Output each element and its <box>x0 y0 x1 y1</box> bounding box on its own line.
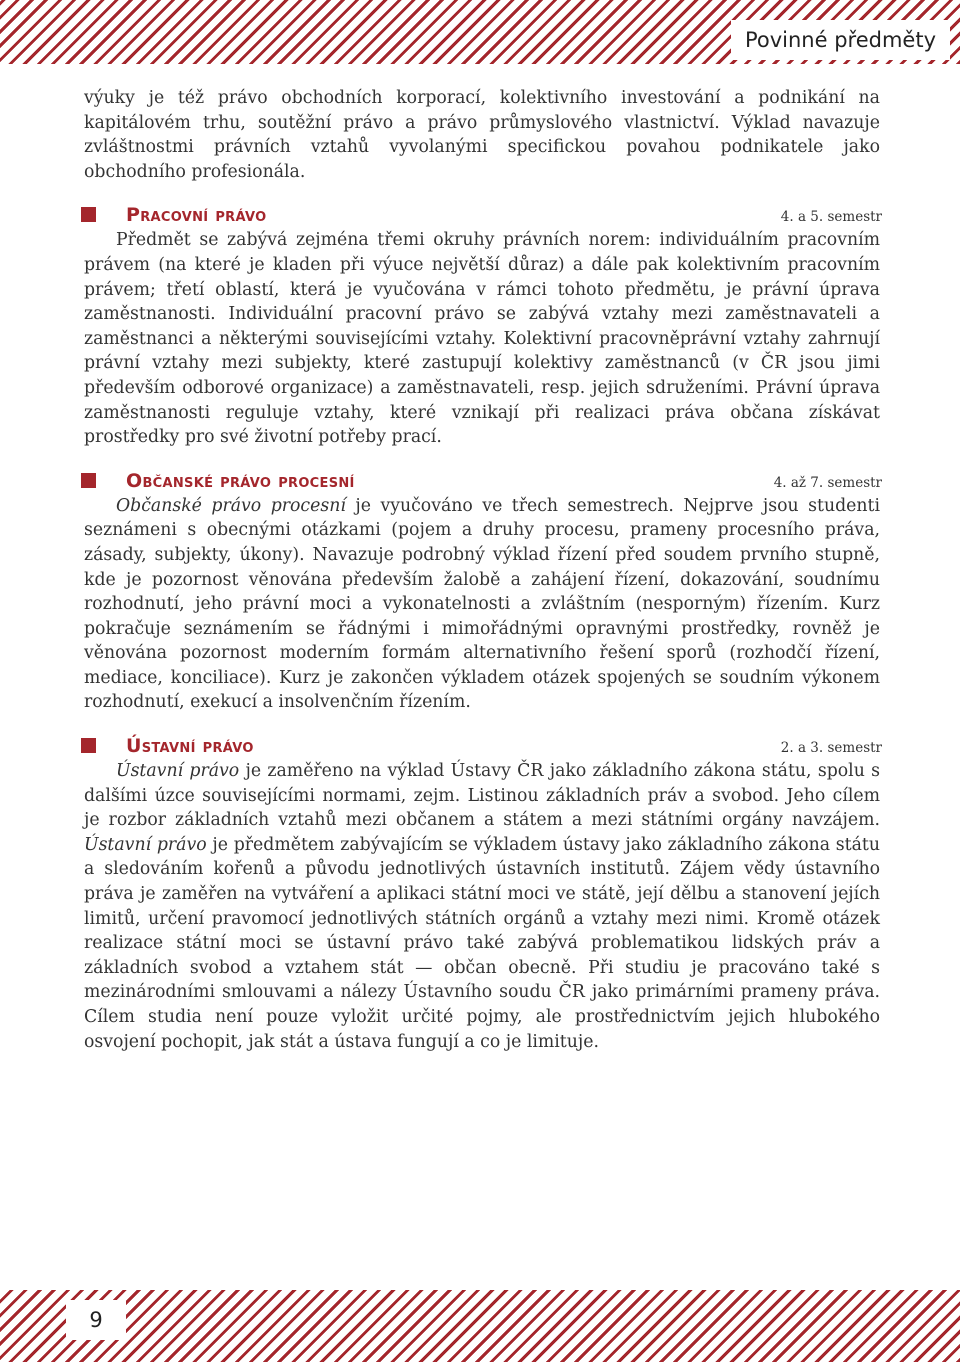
section-body: je předmětem zabývajícím se výkladem ústavy jako základního zákona státu a sledováním kořenů a původu jednotlivých ústavních institutů. Zájem vědy ústavního práva je zaměřen na vytváření a aplikaci státní moci ve státě, její dělbu a stanovení jejích limitů, určení pravomocí jednotlivých státních orgánů a vztahy mezi nimi. Kromě otázek realizace státní moci se ústavní právo také zabývá problematikou lidských práv a základních svobod a vztahem stát — občan obecně. Při studiu je pracováno také s mezinárodními smlouvami a nálezy Ústavního soudu ČR jako primárními prameny práva. Cílem studia není pouze vyložit určité pojmy, ale prostřednictvím jejich hlubokého osvojení pochopit, jak stát a ústava fungují a co je limituje. <box>84 834 880 1052</box>
footer-stripe-band <box>0 1290 960 1362</box>
italic-term: Ústavní právo <box>116 761 240 782</box>
section-heading <box>81 468 880 494</box>
section-pracovni-pravo <box>84 202 880 449</box>
section-ustavni-pravo <box>84 733 880 1054</box>
semester-info: 2. a 3. semestr <box>780 740 882 757</box>
section-obcanske-pravo-procesni <box>84 468 880 715</box>
section-heading <box>81 202 880 228</box>
section-label: Povinné předměty <box>731 20 950 60</box>
section-body: je vyučováno ve třech semestrech. Nejprve jsou studenti seznámeni s obecnými otázkami (pojem a druhy procesu, prameny procesního práva, zásady, subjekty, úkony). Navazuje podrobný výklad řízení před soudem prvního stupně, kde je pozornost věnována především žalobě a zahájení řízení, dokazování, soudnímu rozhodnutí, jeho právní moci a vykonatelnosti a zvláštním (nesporným) řízením. Kurz pokračuje seznámením se řádnými i mimořádnými opravnými prostředky, rovněž je věnována pozornost moderním formám alternativního řešení sporů (rozhodčí řízení, mediace, konciliace). Kurz je zakončen výkladem otázek spojených se soudním výkonem rozhodnutí, exekucí a insolvenčním řízením. <box>84 495 880 713</box>
page-content <box>84 86 880 1054</box>
section-title: Občanské právo procesní <box>126 469 355 492</box>
square-bullet-icon <box>81 473 96 488</box>
section-title: Ústavní právo <box>126 735 254 758</box>
italic-term: Občanské právo procesní <box>116 495 346 516</box>
square-bullet-icon <box>81 738 96 753</box>
section-body: je zaměřeno na výklad Ústavy ČR jako základního zákona státu, spolu s dalšími úzce souvisejícími normami, zejm. Listinou základních práv a svobod. Jeho cílem je rozbor základních vztahů mezi občanem a státem a mezi státními orgány navzájem. <box>84 761 880 831</box>
section-heading <box>81 733 880 759</box>
section-title: Pracovní právo <box>126 204 267 227</box>
intro-paragraph: výuky je též právo obchodních korporací, kolektivního investování a podnikání na kapitálovém trhu, soutěžní právo a právo průmyslového vlastnictví. Výklad navazuje zvláštnostmi právních vztahů vyvolanými specifickou povahou podnikatele jako obchodního profesionála. <box>84 88 880 182</box>
italic-term: Ústavní právo <box>84 834 207 855</box>
semester-info: 4. a 5. semestr <box>780 209 882 226</box>
section-text <box>84 759 880 1054</box>
section-text <box>84 494 880 715</box>
page-number: 9 <box>66 1300 126 1340</box>
semester-info: 4. až 7. semestr <box>773 474 882 491</box>
square-bullet-icon <box>81 207 96 222</box>
section-text: Předmět se zabývá zejména třemi okruhy právních norem: individuálním pracovním právem (na které je kladen při výuce největší důraz) a dále pak kolektivním pracovním právem; třetí oblastí, která je vyučována v rámci tohoto předmětu, je právní úprava zaměstnanosti. Individuální pracovní právo se zabývá vztahy mezi zaměstnavateli a zaměstnanci a některými souvisejícími vztahy. Kolektivní pracovněprávní vztahy zahrnují právní vztahy mezi subjekty, které zastupují kolektivy zaměstnanců (v ČR jsou jimi především odborové organizace) a zaměstnavateli, resp. jejich sdruženími. Právní úprava zaměstnanosti reguluje vztahy, které vznikají při realizaci práva občana získávat prostředky pro své životní potřeby prací. <box>84 230 880 448</box>
